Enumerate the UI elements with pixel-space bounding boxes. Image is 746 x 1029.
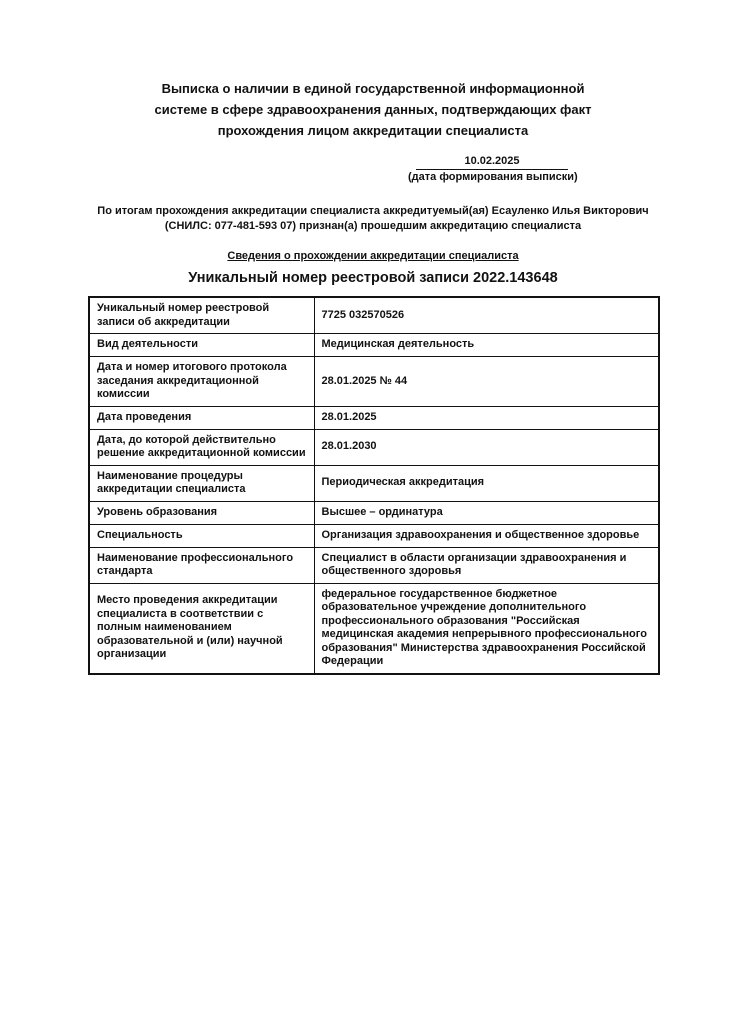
table-row-accreditation-place — [89, 583, 659, 674]
row-label: Вид деятельности — [89, 334, 314, 357]
table-row-date-conducted — [89, 406, 659, 429]
row-label: Дата, до которой действительно решение аккредитационной комиссии — [89, 429, 314, 465]
row-label: Уникальный номер реестровой записи об аккредитации — [89, 297, 314, 334]
row-value: 28.01.2030 — [314, 429, 659, 465]
document-title-line-2: системе в сфере здравоохранения данных, подтверждающих факт — [154, 102, 592, 117]
row-value: 28.01.2025 — [314, 406, 659, 429]
row-value: Специалист в области организации здравоохранения и общественного здоровья — [314, 547, 659, 583]
extract-date-caption: (дата формирования выписки) — [408, 171, 578, 183]
document-title-line-3: прохождения лицом аккредитации специалиста — [217, 123, 529, 138]
table-row-protocol — [89, 357, 659, 407]
row-value: Медицинская деятельность — [314, 334, 659, 357]
registry-number-heading: Уникальный номер реестровой записи 2022.143648 — [188, 270, 558, 286]
row-value: Периодическая аккредитация — [314, 465, 659, 501]
row-label: Уровень образования — [89, 501, 314, 524]
row-label: Дата и номер итогового протокола заседания аккредитационной комиссии — [89, 357, 314, 407]
table-row-procedure-name — [89, 465, 659, 501]
row-value: федеральное государственное бюджетное образовательное учреждение дополнительного профессионального образования "Российская медицинская академия непрерывного профессионального образования" Министерства здравоохранения Российской Федерации — [314, 583, 659, 674]
table-row-specialty — [89, 524, 659, 547]
table-row-activity-type — [89, 334, 659, 357]
table-row-professional-standard — [89, 547, 659, 583]
section-heading: Сведения о прохождении аккредитации специалиста — [227, 250, 519, 262]
row-value: 28.01.2025 № 44 — [314, 357, 659, 407]
accreditation-details-table — [88, 296, 660, 675]
row-label: Место проведения аккредитации специалиста в соответствии с полным наименованием образовательной и (или) научной организации — [89, 583, 314, 674]
accreditation-intro-text: По итогам прохождения аккредитации специалиста аккредитуемый(ая) Есауленко Илья Викторович (СНИЛС: 077-481-593 07) признан(а) прошедшим аккредитацию специалиста — [97, 205, 649, 232]
row-label: Наименование профессионального стандарта — [89, 547, 314, 583]
row-label: Наименование процедуры аккредитации специалиста — [89, 465, 314, 501]
document-title — [88, 78, 658, 141]
row-value: Организация здравоохранения и общественное здоровье — [314, 524, 659, 547]
row-value: 7725 032570526 — [314, 297, 659, 334]
row-label: Дата проведения — [89, 406, 314, 429]
table-row-education-level — [89, 501, 659, 524]
row-value: Высшее – ординатура — [314, 501, 659, 524]
table-row-valid-until — [89, 429, 659, 465]
extract-date-value: 10.02.2025 — [416, 154, 568, 170]
document-title-line-1: Выписка о наличии в единой государственной информационной — [161, 81, 585, 96]
table-row-registry-number — [89, 297, 659, 334]
extract-date-block — [408, 154, 578, 184]
row-label: Специальность — [89, 524, 314, 547]
